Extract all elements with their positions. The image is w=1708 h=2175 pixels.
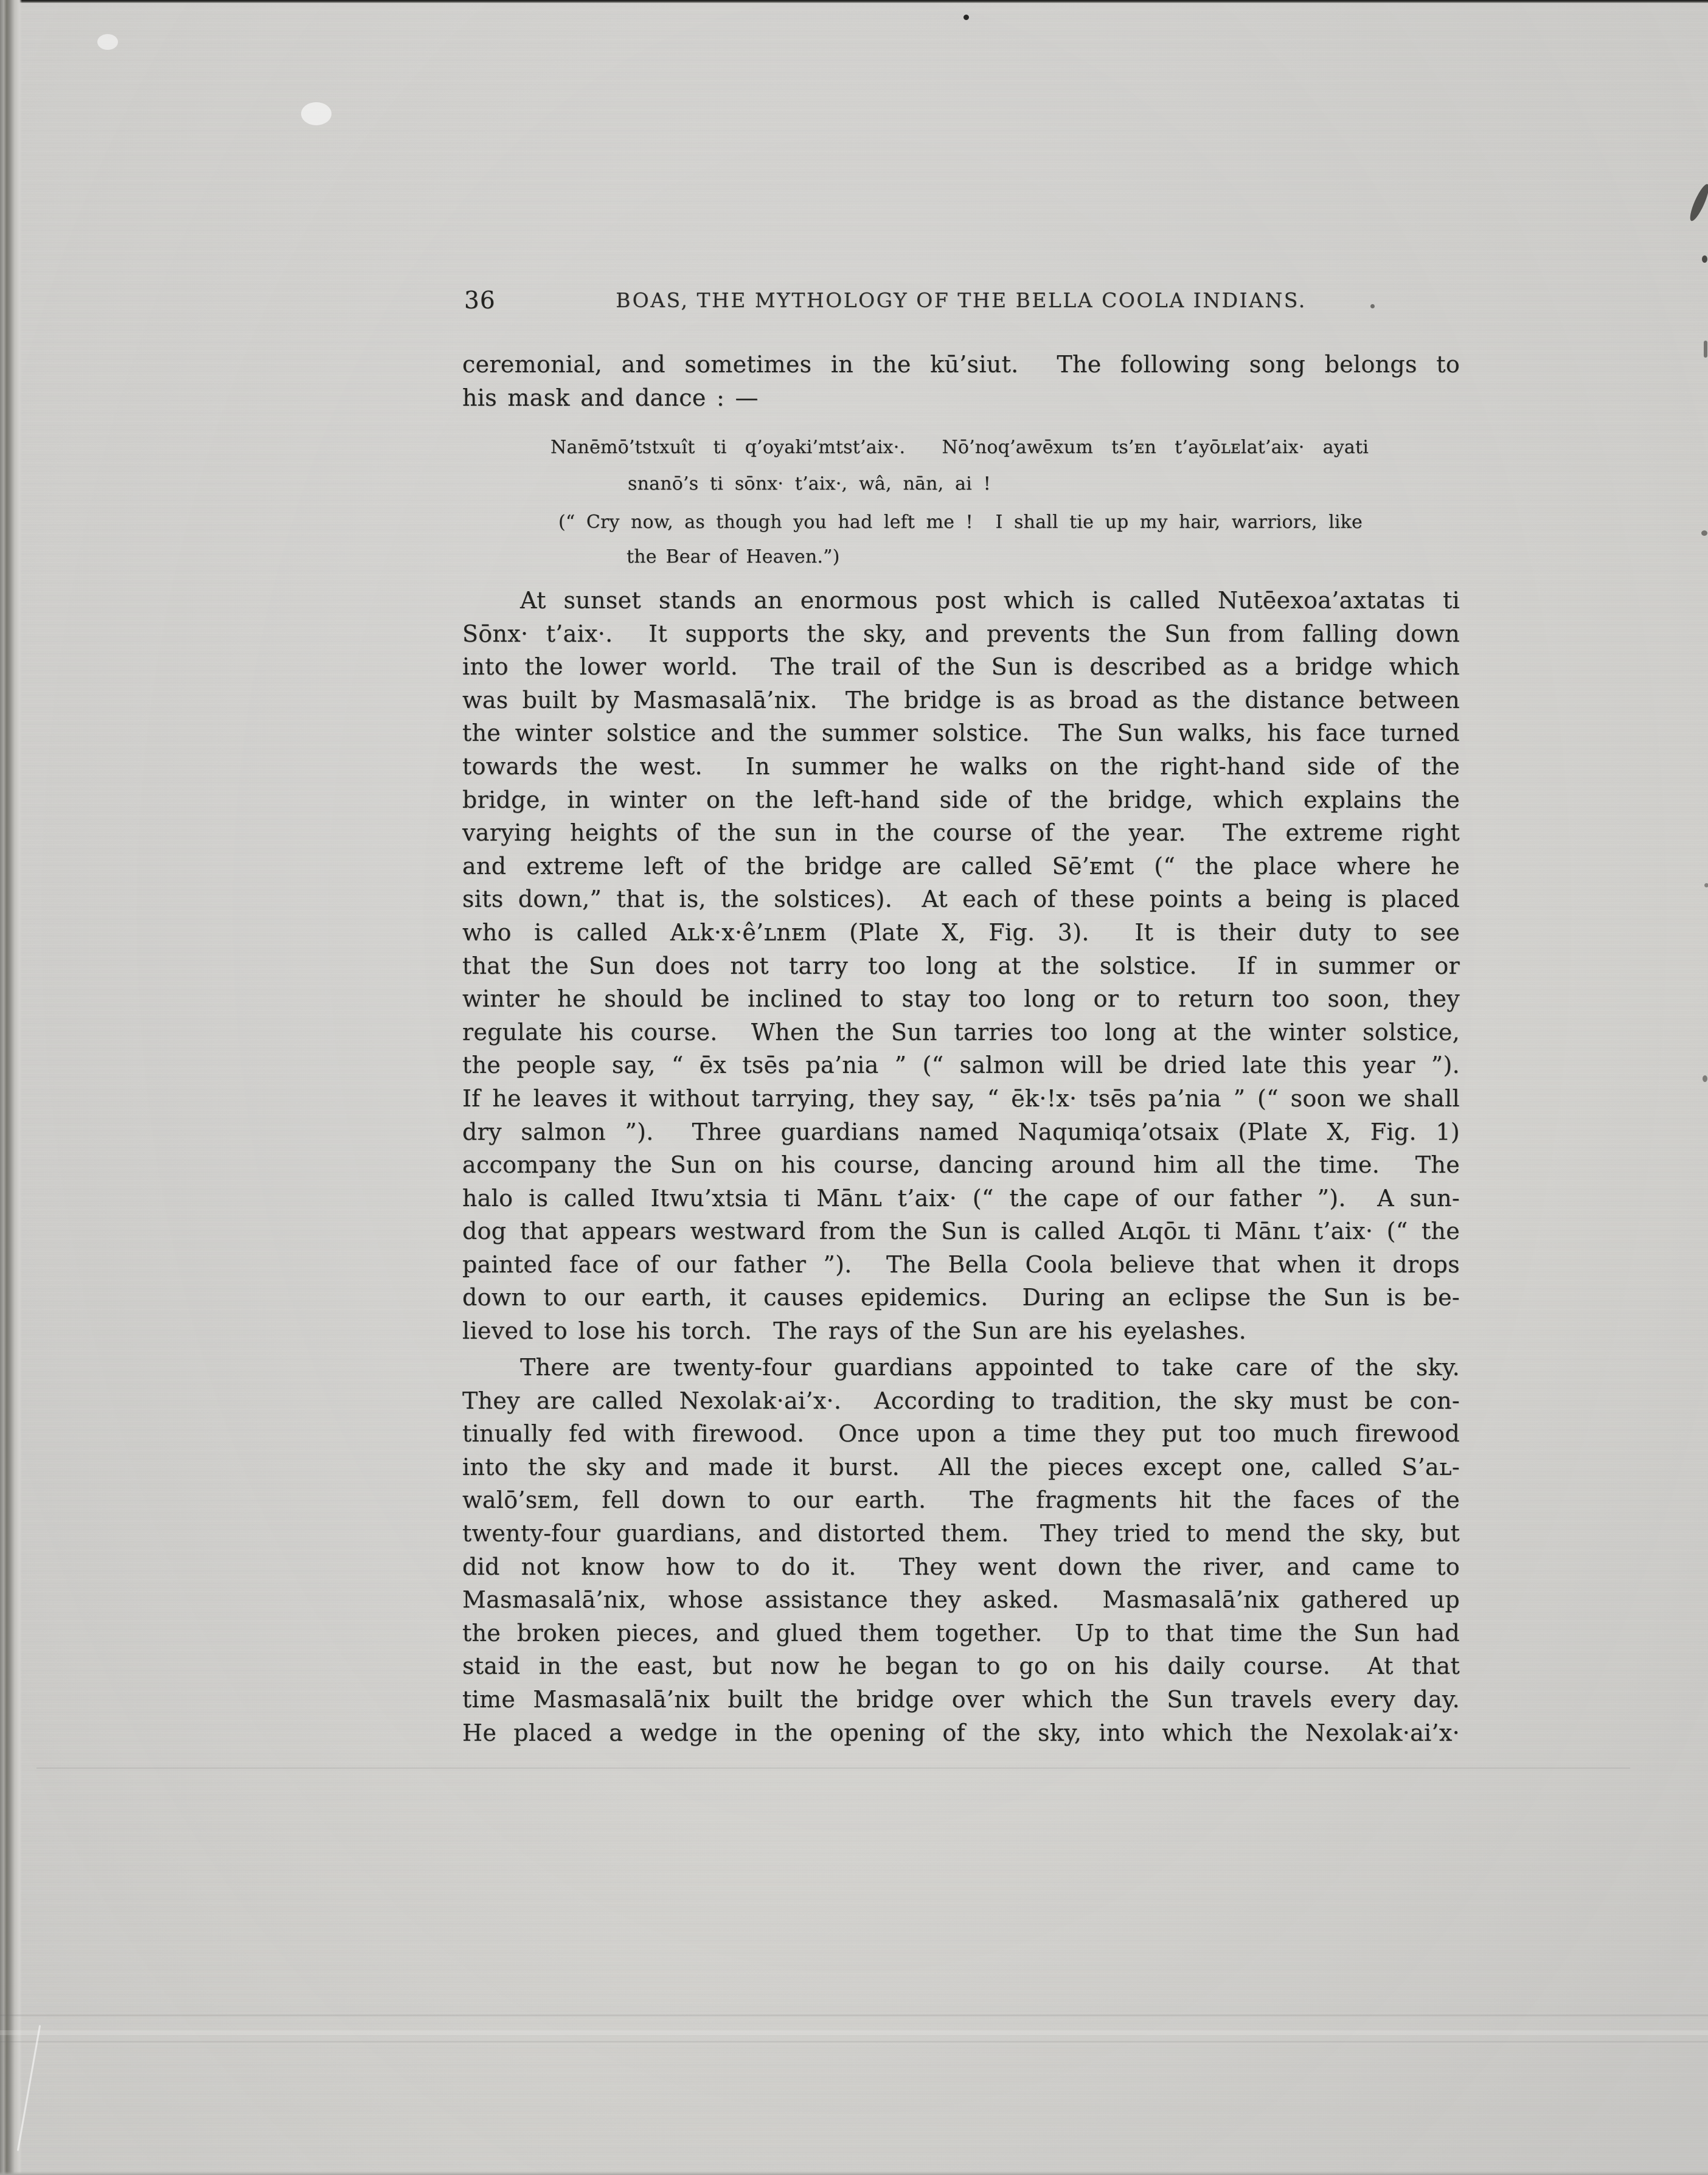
text-line: the broken pieces, and glued them together. Up to that time the Sun had [462,1619,1460,1646]
text-line: the winter solstice and the summer solstice. The Sun walks, his face turned [462,720,1460,747]
edge-speck [1703,1075,1707,1082]
song-translation [558,505,1363,574]
text-line: snanō’s ti sōnx· t’aix·, wâ, nān, ai ! [628,473,991,494]
text-line: halo is called Itwu’xtsia ti Mānʟ t’aix· (“ the cape of our father ”). A sun- [462,1184,1460,1212]
text-line: lieved to lose his torch. The rays of the Sun are his eyelashes. [462,1317,1247,1345]
text-line: (“ Cry now, as though you had left me ! I shall tie up my hair, warriors, like [558,512,1363,533]
text-line: the Bear of Heaven.”) [627,546,840,567]
text-line: towards the west. In summer he walks on the right-hand side of the [462,752,1460,780]
scan-streak [0,2030,1708,2035]
paper-spot [97,34,118,50]
text-line: that the Sun does not tarry too long at the solstice. If in summer or [462,952,1460,979]
text-line: bridge, in winter on the left-hand side of the bridge, which explains the [462,786,1460,813]
edge-speck [1702,255,1707,263]
text-line: regulate his course. When the Sun tarries too long at the winter solstice, [462,1018,1460,1046]
text-line: sits down,” that is, the solstices). At each of these points a being is placed [462,886,1460,913]
ink-speck [963,15,969,20]
text-line: dry salmon ”). Three guardians named Naqumiqa’otsaix (Plate X, Fig. 1) [462,1118,1460,1145]
text-line: time Masmasalā’nix built the bridge over which the Sun travels every day. [462,1685,1460,1713]
text-line: At sunset stands an enormous post which is called Nutēexoa’axtatas ti [520,587,1460,614]
text-line: Masmasalā’nix, whose assistance they asked. Masmasalā’nix gathered up [462,1586,1460,1614]
intro-paragraph [462,348,1460,415]
edge-speck [1701,530,1707,536]
text-line: and extreme left of the bridge are called Sē’ᴇmt (“ the place where he [462,852,1460,879]
text-line: Sōnx· t’aix·. It supports the sky, and prevents the Sun from falling down [462,620,1460,647]
running-header: BOAS, THE MYTHOLOGY OF THE BELLA COOLA INDIANS. [616,288,1307,312]
text-line: Nanēmō’tstxuît ti q’oyaki’mtst’aix·. Nō’noq’awēxum ts’ᴇn t’ayōʟᴇlat’aix· ayati [550,437,1369,458]
edge-smudge [1687,182,1708,223]
paper-spot [301,102,332,125]
text-line: who is called Aʟk·x·ê’ʟnᴇm (Plate X, Fig. 3). It is their duty to see [462,918,1460,946]
paper-scratch [17,2025,41,2151]
edge-speck [1704,883,1708,887]
text-line: tinually fed with firewood. Once upon a time they put too much firewood [462,1420,1460,1448]
binding-edge [0,0,22,2175]
text-line: his mask and dance : — [462,384,759,411]
text-line: walō’sᴇm, fell down to our earth. The fragments hit the faces of the [462,1486,1460,1514]
text-line: staid in the east, but now he began to go on his daily course. At that [462,1653,1460,1680]
text-line: There are twenty-four guardians appointed to take care of the sky. [520,1354,1460,1381]
text-line: ceremonial, and sometimes in the kū’siut. The following song belongs to [462,351,1460,378]
page-number: 36 [464,287,496,314]
scan-streak [0,2041,1708,2042]
scan-bottom-edge [0,2171,1708,2175]
text-line: varying heights of the sun in the course of the year. The extreme right [462,819,1460,847]
text-line: into the lower world. The trail of the Sun is described as a bridge which [462,653,1460,681]
text-line: painted face of our father ”). The Bella Coola believe that when it drops [462,1251,1460,1278]
edge-speck [1704,341,1707,358]
text-line: If he leaves it without tarrying, they say, “ ēk·!x· tsēs pa’nia ” (“ soon we shall [462,1084,1460,1112]
text-line: was built by Masmasalā’nix. The bridge is as broad as the distance between [462,686,1460,713]
scan-top-edge [0,0,1708,3]
text-line: accompany the Sun on his course, dancing around him all the time. The [462,1151,1460,1179]
paragraph-sun-bridge [462,584,1460,1348]
scan-streak [0,2014,1708,2016]
text-line: into the sky and made it burst. All the pieces except one, called S’aʟ- [462,1453,1460,1480]
text-line: did not know how to do it. They went down the river, and came to [462,1553,1460,1580]
text-line: winter he should be inclined to stay too long or to return too soon, they [462,985,1460,1013]
paragraph-sky-guardians [462,1351,1460,1749]
text-line: He placed a wedge in the opening of the sky, into which the Nexolak·ai’x· [462,1719,1460,1746]
scan-streak [36,1767,1630,1769]
text-line: down to our earth, it causes epidemics. During an eclipse the Sun is be- [462,1284,1460,1311]
text-line: twenty-four guardians, and distorted them. They tried to mend the sky, but [462,1519,1460,1547]
song-verse [550,429,1369,502]
text-line: dog that appears westward from the Sun is called Aʟqōʟ ti Mānʟ t’aix· (“ the [462,1218,1460,1245]
text-line: the people say, “ ēx tsēs pa’nia ” (“ salmon will be dried late this year ”). [462,1052,1460,1079]
text-line: They are called Nexolak·ai’x·. According to tradition, the sky must be con- [462,1387,1460,1414]
